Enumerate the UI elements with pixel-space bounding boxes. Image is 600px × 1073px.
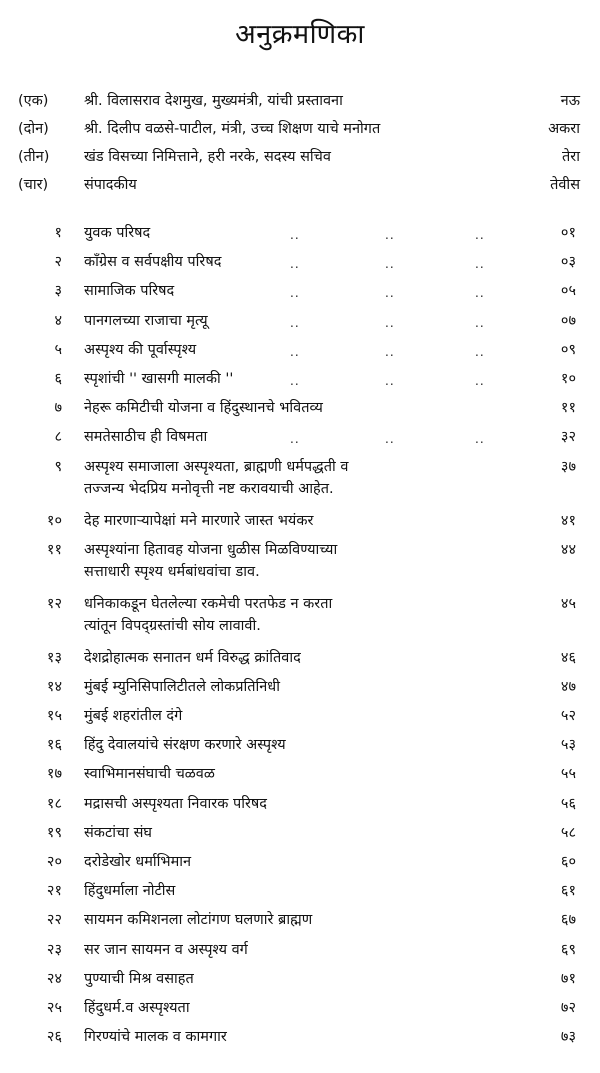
entry-number: १८ — [46, 795, 62, 812]
contents-entry — [0, 968, 600, 997]
entry-page: ३७ — [560, 458, 576, 475]
contents-entry — [0, 1026, 600, 1055]
entry-number: २४ — [46, 970, 62, 987]
entry-title-line2: त्यांतून विपद्ग्रस्तांची सोय लावावी. — [84, 617, 261, 634]
entry-title — [84, 539, 504, 583]
contents-entry — [0, 880, 600, 909]
contents-entry — [0, 397, 600, 426]
entry-title-line1: पुण्याची मिश्र वसाहत — [84, 970, 194, 987]
contents-entry — [0, 822, 600, 851]
preliminary-number: (एक) — [18, 93, 49, 109]
entry-title-line1: धनिकाकडून घेतलेल्या रकमेची परतफेड न करता — [84, 595, 333, 612]
preliminary-title: श्री. दिलीप वळसे-पाटील, मंत्री, उच्च शिक्षण याचे मनोगत — [84, 121, 381, 137]
preliminary-page: अकरा — [548, 121, 580, 137]
entry-number: २१ — [46, 883, 62, 900]
entry-page: ०५ — [560, 283, 576, 300]
entry-page: ४५ — [560, 595, 576, 612]
entry-number: २२ — [46, 912, 62, 929]
entry-page: ४६ — [560, 649, 576, 666]
entry-title — [84, 997, 504, 1019]
contents-entry — [0, 997, 600, 1026]
entry-number: १५ — [46, 708, 62, 725]
entry-title — [84, 676, 504, 698]
entry-number: १९ — [46, 824, 62, 841]
entry-page: ६९ — [560, 941, 576, 958]
contents-entry: ३ सामाजिक परिषद .. .. .. ०५ — [0, 280, 600, 309]
entry-title — [84, 793, 504, 815]
contents-entry: ८ समतेसाठीच ही विषमता .. .. .. ३२ — [0, 426, 600, 455]
entry-number: ६ — [54, 370, 62, 387]
entry-title-line1: मुंबई म्युनिसिपालिटीतले लोकप्रतिनिधी — [84, 678, 280, 695]
entry-title — [84, 705, 504, 727]
entry-page: ०९ — [560, 341, 576, 358]
entry-page: ४४ — [560, 541, 576, 558]
contents-entry — [0, 939, 600, 968]
entry-page: ७१ — [560, 970, 576, 987]
entry-number: १६ — [46, 737, 62, 754]
entry-page: ५८ — [560, 824, 576, 841]
entry-title-line1: युवक परिषद — [84, 225, 151, 241]
entry-title-line1: हिंदुधर्म.व अस्पृश्यता — [84, 999, 190, 1016]
entry-title-line1: मुंबई शहरांतील दंगे — [84, 708, 183, 725]
contents-entry — [0, 734, 600, 763]
entry-number: १४ — [46, 678, 62, 695]
entry-title-line2: तज्जन्य भेदप्रिय मनोवृत्ती नष्ट करावयाची आहेत. — [84, 480, 334, 497]
entry-page: ५३ — [560, 737, 576, 754]
contents-entry — [0, 456, 600, 510]
entry-title — [84, 880, 504, 902]
entry-page: ६० — [560, 854, 576, 870]
entry-number: २५ — [46, 999, 62, 1016]
entry-number: १ — [54, 225, 62, 241]
entry-page: ४७ — [560, 678, 576, 695]
entry-page: ११ — [560, 400, 576, 417]
entry-page: ५५ — [560, 766, 576, 783]
preliminary-number: (दोन) — [18, 121, 49, 137]
entry-title — [84, 1026, 504, 1048]
entry-title — [84, 939, 504, 961]
entry-title-line1: देह मारणाऱ्यापेक्षां मने मारणारे जास्त भयंकर — [84, 512, 314, 529]
entry-title — [84, 822, 504, 844]
preliminary-title: खंड विसच्या निमित्ताने, हरी नरके, सदस्य सचिव — [84, 149, 331, 165]
entry-title-line1: अस्पृश्य की पूर्वास्पृश्य — [84, 341, 197, 358]
contents-entry — [0, 539, 600, 593]
entry-page: ६७ — [560, 912, 576, 929]
entry-page: ०७ — [560, 312, 576, 329]
preliminaries-list — [0, 90, 600, 202]
entry-page: ६१ — [560, 883, 576, 900]
contents-entry — [0, 793, 600, 822]
contents-entry — [0, 676, 600, 705]
preliminary-item — [0, 118, 600, 146]
entry-title — [84, 734, 504, 756]
entry-page: १० — [560, 370, 576, 387]
entry-page: ५२ — [560, 708, 576, 725]
contents-entry — [0, 763, 600, 792]
entry-number: ८ — [54, 429, 62, 446]
entry-number: ७ — [54, 400, 62, 417]
entry-page: ७३ — [560, 1029, 576, 1046]
preliminary-item — [0, 90, 600, 118]
entry-title — [84, 510, 504, 532]
entry-title-line1: सायमन कमिशनला लोटांगण घलणारे ब्राह्मण — [84, 912, 313, 929]
entry-title-line1: समतेसाठीच ही विषमता — [84, 429, 208, 446]
entry-number: ११ — [46, 541, 62, 558]
entry-page: ७२ — [560, 999, 576, 1016]
entry-number: २३ — [46, 941, 62, 958]
entry-title-line1: सामाजिक परिषद — [84, 283, 175, 300]
contents-entry — [0, 593, 600, 647]
preliminary-title: संपादकीय — [84, 177, 137, 193]
contents-entry — [0, 909, 600, 938]
entry-title-line1: स्वाभिमानसंघाची चळवळ — [84, 766, 215, 783]
page-title: अनुक्रमणिका — [235, 19, 365, 50]
entry-title-line1: देशद्रोहात्मक सनातन धर्म विरुद्ध क्रांतिवाद — [84, 649, 301, 666]
preliminary-page: नऊ — [560, 93, 580, 109]
entry-title — [84, 909, 504, 931]
entry-number: १७ — [46, 766, 62, 783]
entry-title-line1: काँग्रेस व सर्वपक्षीय परिषद — [84, 254, 222, 271]
entry-number: १२ — [46, 595, 62, 612]
contents-list — [0, 222, 600, 1055]
entry-title-line1: पानगलच्या राजाचा मृत्यू — [84, 312, 208, 329]
entry-title-line1: अस्पृश्यांना हितावह योजना धुळीस मिळविण्याच्या — [84, 541, 338, 558]
contents-entry — [0, 851, 600, 880]
contents-entry — [0, 510, 600, 539]
contents-entry: ६ स्पृशांची '' खासगी मालकी '' .. .. .. १० — [0, 368, 600, 397]
preliminary-page: तेवीस — [550, 177, 580, 193]
entry-title-line1: नेहरू कमिटीची योजना व हिंदुस्थानचे भवितव्य — [84, 400, 323, 417]
entry-number: २० — [46, 854, 62, 870]
entry-number: १० — [46, 512, 62, 529]
entry-title-line2: सत्ताधारी स्पृश्य धर्मबांधवांचा डाव. — [84, 563, 260, 580]
entry-title-line1: स्पृशांची '' खासगी मालकी '' — [84, 370, 234, 387]
entry-title — [84, 593, 504, 637]
contents-entry: २ काँग्रेस व सर्वपक्षीय परिषद .. .. .. ०३ — [0, 251, 600, 280]
contents-entry: ४ पानगलच्या राजाचा मृत्यू .. .. .. ०७ — [0, 310, 600, 339]
contents-entry: १ युवक परिषद .. .. .. ०१ — [0, 222, 600, 251]
entry-number: ९ — [54, 458, 62, 475]
preliminary-title: श्री. विलासराव देशमुख, मुख्यमंत्री, यांची प्रस्तावना — [84, 93, 343, 109]
entry-title — [84, 763, 504, 785]
entry-page: ३२ — [560, 429, 576, 446]
entry-number: ५ — [54, 341, 62, 358]
entry-title-line1: गिरण्यांचे मालक व कामगार — [84, 1029, 227, 1046]
entry-title-line1: संकटांचा संघ — [84, 824, 152, 841]
entry-title-line1: अस्पृश्य समाजाला अस्पृश्यता, ब्राह्मणी धर्मपद्धती व — [84, 458, 349, 475]
entry-title — [84, 456, 504, 500]
entry-page: ०३ — [560, 254, 576, 271]
entry-title — [84, 647, 504, 669]
entry-title-line1: सर जान सायमन व अस्पृश्य वर्ग — [84, 941, 248, 958]
preliminary-item — [0, 146, 600, 174]
entry-title-line1: दरोडेखोर धर्माभिमान — [84, 854, 192, 870]
preliminary-number: (तीन) — [18, 149, 50, 165]
entry-number: ३ — [54, 283, 62, 300]
entry-title-line1: हिंदुधर्माला नोटीस — [84, 883, 176, 900]
entry-title-line1: हिंदु देवालयांचे संरक्षण करणारे अस्पृश्य — [84, 737, 286, 754]
preliminary-item — [0, 174, 600, 202]
entry-page: ४१ — [560, 512, 576, 529]
contents-entry: ५ अस्पृश्य की पूर्वास्पृश्य .. .. .. ०९ — [0, 339, 600, 368]
entry-number: २ — [54, 254, 62, 271]
entry-page: ५६ — [560, 795, 576, 812]
entry-number: २६ — [46, 1029, 62, 1046]
entry-page: ०१ — [560, 225, 576, 241]
contents-entry — [0, 647, 600, 676]
contents-entry — [0, 705, 600, 734]
entry-title — [84, 397, 504, 419]
entry-title — [84, 968, 504, 990]
entry-number: ४ — [54, 312, 62, 329]
entry-title-line1: मद्रासची अस्पृश्यता निवारक परिषद — [84, 795, 267, 812]
entry-title — [84, 851, 504, 873]
preliminary-number: (चार) — [18, 177, 49, 193]
entry-number: १३ — [46, 649, 62, 666]
preliminary-page: तेरा — [562, 149, 580, 165]
